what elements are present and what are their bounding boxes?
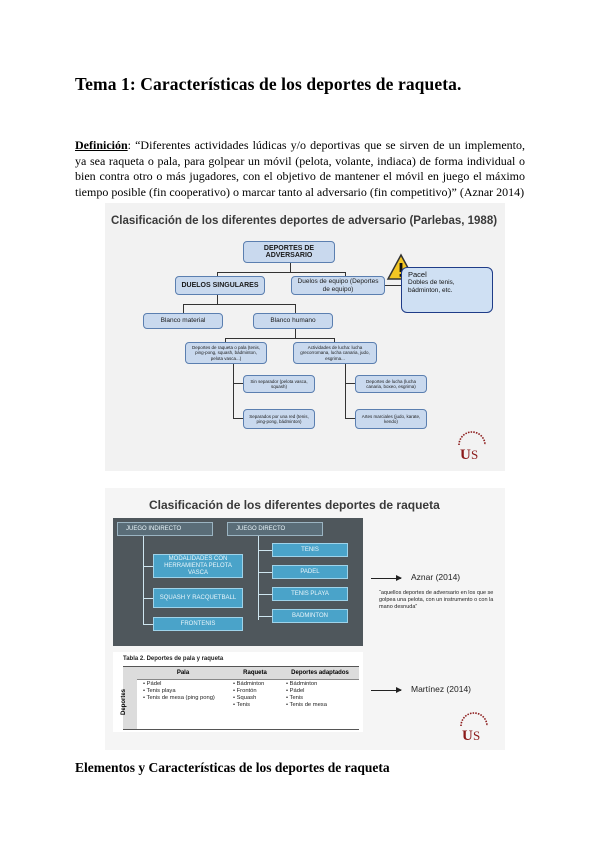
box-actividades-lucha: Actividades de lucha: lucha grecorromana, lucha canaria, judo, esgrima...: [293, 342, 377, 364]
definition-text: : “Diferentes actividades lúdicas y/o deportivas que se sirven de un implemento, ya sea raqueta o pala, para golpear un móvil (pelota, volante, indiaca) de forma individual o bien contra otro o más jugadores, con el objetivo de mantener el móvil en juego el máximo tiempo posible (fin cooperativo) o marcar tanto al adversario (fin competitivo)” (Aznar 2014): [75, 138, 525, 199]
definition-paragraph: [75, 138, 525, 200]
tile-squash-racquetball: SQUASH Y RACQUETBALL: [153, 588, 243, 608]
svg-text:U: U: [460, 447, 471, 463]
col-header-raqueta: Raqueta: [229, 667, 281, 680]
row-header: Deportes: [123, 679, 137, 729]
box-blanco-material: Blanco material: [143, 313, 223, 329]
slide-raqueta-classification: [105, 488, 505, 750]
aznar-quote: “aquellos deportes de adversario en los que se golpea una pelota, con un instrumento o con la mano desnuda”: [379, 590, 494, 610]
slide-parlebas-classification: [105, 203, 505, 471]
table-caption: Tabla 2. Deportes de pala y raqueta: [123, 656, 224, 662]
arrow-to-aznar: [371, 578, 401, 579]
tile-frontenis: FRONTENIS: [153, 617, 243, 631]
tile-badminton: BADMINTON: [272, 609, 348, 623]
box-duelos-singulares: DUELOS SINGULARES: [175, 276, 265, 295]
table-grid: [123, 666, 359, 730]
padel-note-box: [401, 267, 493, 313]
tile-tenis-playa: TENIS PLAYA: [272, 587, 348, 601]
tile-tenis: TENIS: [272, 543, 348, 557]
dark-diagram-panel: [113, 518, 363, 646]
svg-text:U: U: [462, 728, 473, 744]
box-blanco-humano: Blanco humano: [253, 313, 333, 329]
section-heading: Elementos y Características de los deportes de raqueta: [75, 760, 390, 775]
page-title: Tema 1: Características de los deportes de raqueta.: [75, 74, 462, 94]
box-deportes-lucha: Deportes de lucha (lucha canaria, boxeo, esgrima): [355, 375, 427, 393]
aznar-reference: Aznar (2014): [411, 572, 461, 582]
box-separados-red: Separados por una red (tenis, ping-pong, bádminton): [243, 409, 315, 429]
note-line1: Pacel: [408, 270, 427, 279]
martinez-reference: Martínez (2014): [411, 684, 471, 694]
tile-modalidades-pelota-vasca: MODALIDADES CON HERRAMIENTA PELOTA VASCA: [153, 554, 243, 578]
arrow-to-martinez: [371, 690, 401, 691]
university-logo-icon-2: [457, 712, 491, 744]
note-line3: bádminton, etc.: [408, 287, 453, 294]
cell-raqueta: • Bádminton • Frontón • Squash • Tenis: [233, 681, 264, 709]
cell-adaptados: • Bádminton • Pádel • Tenis • Tenis de mesa: [286, 681, 327, 709]
slide1-title: Clasificación de los diferentes deportes de adversario (Parlebas, 1988): [111, 215, 498, 227]
svg-text:S: S: [471, 447, 479, 462]
box-artes-marciales: Artes marciales (judo, karate, kendo): [355, 409, 427, 429]
university-logo-icon: [455, 431, 489, 463]
cell-pala: • Pádel • Tenis playa • Tenis de mesa (ping pong): [143, 681, 215, 702]
col-header-adaptados: Deportes adaptados: [281, 667, 359, 680]
svg-text:S: S: [473, 728, 481, 743]
sports-table: [113, 652, 363, 732]
box-deportes-raqueta: Deportes de raqueta o pala (tenis, ping-pong, squash, bádminton, pelota vasca...): [185, 342, 267, 364]
tile-juego-indirecto: JUEGO INDIRECTO: [117, 522, 213, 536]
tile-juego-directo: JUEGO DIRECTO: [227, 522, 323, 536]
box-sin-separador: Sin separador (pelota vasca, squash): [243, 375, 315, 393]
col-header-pala: Pala: [137, 667, 229, 680]
definition-label: Definición: [75, 138, 128, 152]
note-line2: Dobles de tenis,: [408, 279, 455, 286]
box-duelos-equipo: Duelos de equipo (Deportes de equipo): [291, 276, 385, 295]
box-deportes-adversario: DEPORTES DE ADVERSARIO: [243, 241, 335, 263]
slide2-title: Clasificación de los diferentes deportes de raqueta: [149, 498, 440, 512]
tile-padel: PADEL: [272, 565, 348, 579]
